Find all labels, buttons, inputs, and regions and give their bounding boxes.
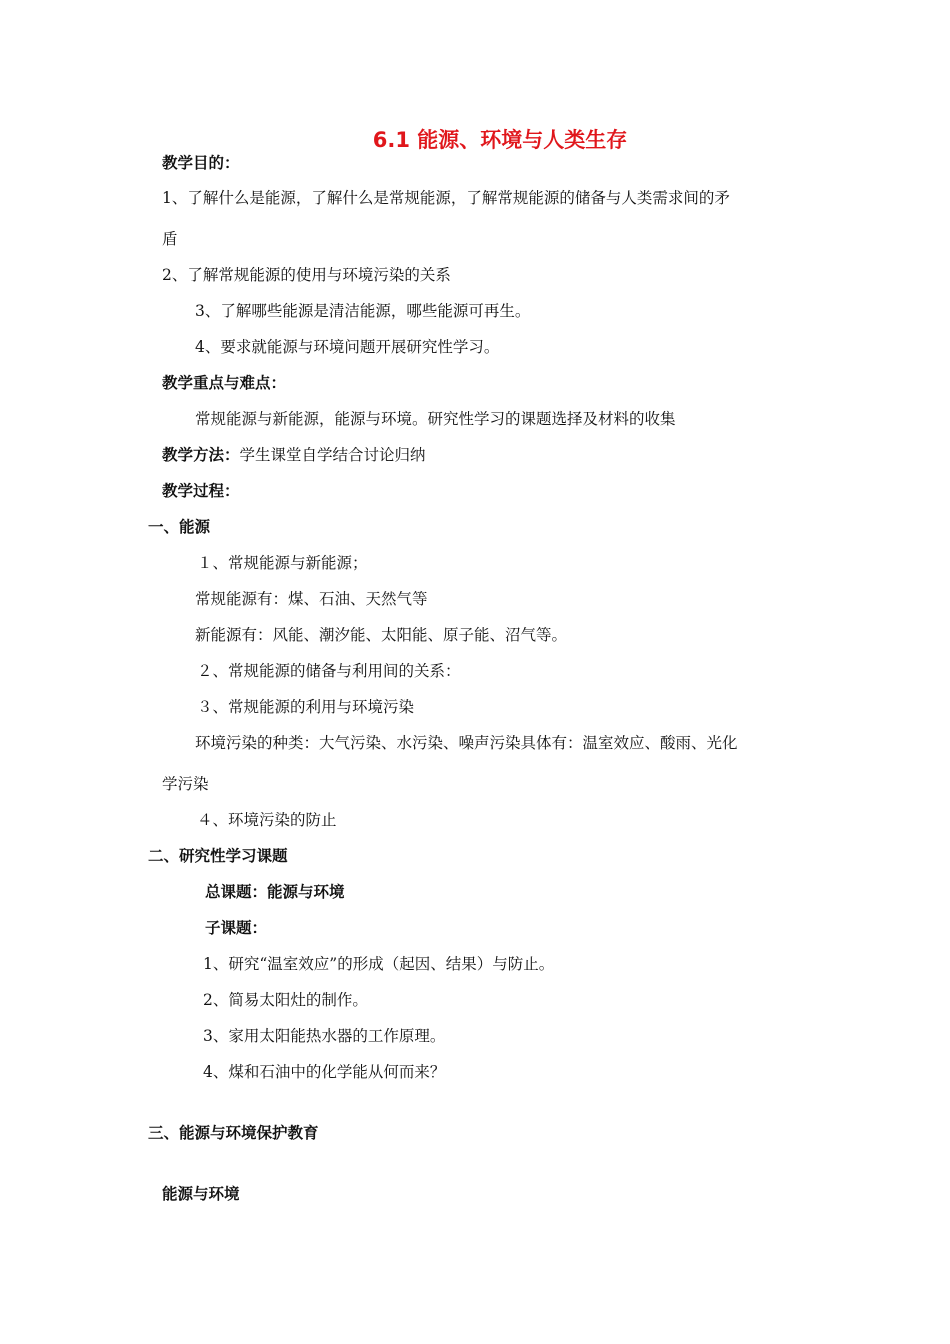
subtopics-heading: 子课题： (205, 919, 268, 937)
section1-line: ２、常规能源的储备与利用间的关系： (197, 662, 461, 680)
section1-line: １、常规能源与新能源； (197, 554, 368, 572)
objective-line: 3、了解哪些能源是清洁能源，哪些能源可再生。 (195, 302, 531, 320)
keypoints-heading: 教学重点与难点： (162, 374, 287, 392)
process-heading: 教学过程： (162, 482, 240, 500)
main-topic: 总课题：能源与环境 (205, 883, 345, 901)
section1-line: ３、常规能源的利用与环境污染 (197, 698, 415, 716)
page-title: 6.1 能源、环境与人类生存 (372, 128, 628, 152)
section3-heading: 三、能源与环境保护教育 (148, 1124, 319, 1142)
objective-line: 2、了解常规能源的使用与环境污染的关系 (162, 266, 451, 284)
objective-line: 盾 (162, 230, 178, 248)
section2-heading: 二、研究性学习课题 (148, 847, 288, 865)
section1-line: 环境污染的种类：大气污染、水污染、噪声污染具体有：温室效应、酸雨、光化 (195, 734, 738, 752)
section3-subheading: 能源与环境 (162, 1185, 240, 1203)
subtopic-item: 3、家用太阳能热水器的工作原理。 (203, 1027, 446, 1045)
subtopic-item: 4、煤和石油中的化学能从何而来？ (203, 1063, 446, 1081)
method-heading: 教学方法： (162, 446, 240, 464)
section1-line: 新能源有：风能、潮汐能、太阳能、原子能、沼气等。 (195, 626, 568, 644)
method-line (162, 445, 426, 465)
section1-line: ４、环境污染的防止 (197, 811, 337, 829)
method-text: 学生课堂自学结合讨论归纳 (239, 446, 426, 464)
objective-line: 4、要求就能源与环境问题开展研究性学习。 (195, 338, 500, 356)
subtopic-item: 2、简易太阳灶的制作。 (203, 991, 368, 1009)
keypoints-text: 常规能源与新能源，能源与环境。研究性学习的课题选择及材料的收集 (195, 410, 676, 428)
subtopic-item: 1、研究“温室效应”的形成（起因、结果）与防止。 (203, 955, 555, 973)
section1-heading: 一、能源 (148, 518, 211, 536)
objectives-heading: 教学目的： (162, 154, 240, 172)
section1-line: 学污染 (162, 775, 209, 793)
objective-line: 1、了解什么是能源，了解什么是常规能源，了解常规能源的储备与人类需求间的矛 (162, 189, 730, 207)
section1-line: 常规能源有：煤、石油、天然气等 (195, 590, 428, 608)
